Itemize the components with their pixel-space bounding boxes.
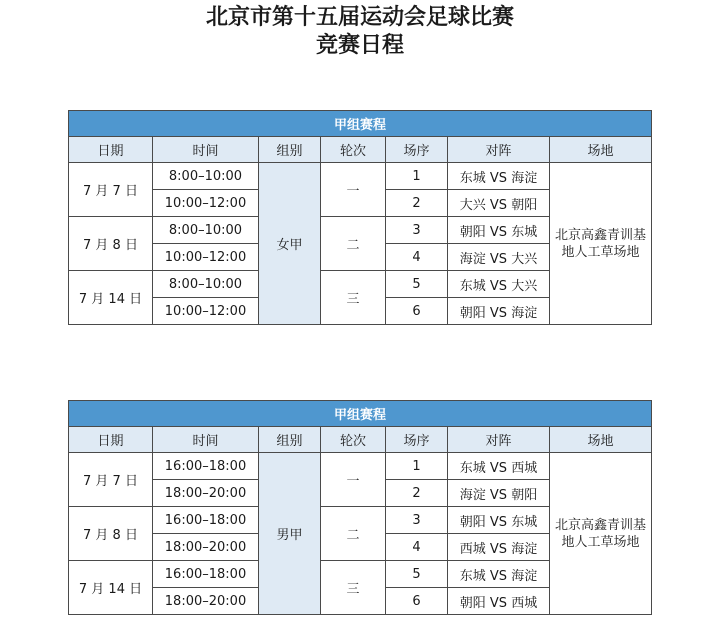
match-no-cell: 4 — [386, 244, 448, 271]
header-round: 轮次 — [321, 137, 386, 163]
time-cell: 10:00–12:00 — [153, 190, 259, 217]
match-no-cell: 5 — [386, 561, 448, 588]
match-no-cell: 1 — [386, 453, 448, 480]
date-cell: 7 月 14 日 — [69, 561, 153, 615]
venue-cell: 北京高鑫青训基地人工草场地 — [550, 453, 652, 615]
time-cell: 18:00–20:00 — [153, 480, 259, 507]
time-cell: 16:00–18:00 — [153, 507, 259, 534]
header-date: 日期 — [69, 427, 153, 453]
matchup-cell: 朝阳 VS 东城 — [448, 217, 550, 244]
match-no-cell: 4 — [386, 534, 448, 561]
header-match-no: 场序 — [386, 137, 448, 163]
match-no-cell: 2 — [386, 480, 448, 507]
matchup-cell: 海淀 VS 朝阳 — [448, 480, 550, 507]
header-venue: 场地 — [550, 137, 652, 163]
time-cell: 10:00–12:00 — [153, 244, 259, 271]
match-no-cell: 3 — [386, 507, 448, 534]
match-no-cell: 2 — [386, 190, 448, 217]
time-cell: 18:00–20:00 — [153, 588, 259, 615]
schedule-table-women — [68, 110, 652, 325]
venue-cell: 北京高鑫青训基地人工草场地 — [550, 163, 652, 325]
time-cell: 16:00–18:00 — [153, 561, 259, 588]
table-caption: 甲组赛程 — [69, 401, 652, 427]
match-no-cell: 6 — [386, 588, 448, 615]
round-cell: 二 — [321, 507, 386, 561]
schedule-table-men — [68, 400, 652, 615]
date-cell: 7 月 7 日 — [69, 453, 153, 507]
header-time: 时间 — [153, 427, 259, 453]
date-cell: 7 月 8 日 — [69, 507, 153, 561]
match-no-cell: 3 — [386, 217, 448, 244]
group-cell: 女甲 — [259, 163, 321, 325]
matchup-cell: 东城 VS 海淀 — [448, 163, 550, 190]
time-cell: 10:00–12:00 — [153, 298, 259, 325]
header-matchup: 对阵 — [448, 427, 550, 453]
date-cell: 7 月 14 日 — [69, 271, 153, 325]
header-date: 日期 — [69, 137, 153, 163]
table-caption: 甲组赛程 — [69, 111, 652, 137]
matchup-cell: 东城 VS 大兴 — [448, 271, 550, 298]
time-cell: 16:00–18:00 — [153, 453, 259, 480]
header-time: 时间 — [153, 137, 259, 163]
date-cell: 7 月 8 日 — [69, 217, 153, 271]
matchup-cell: 西城 VS 海淀 — [448, 534, 550, 561]
matchup-cell: 朝阳 VS 东城 — [448, 507, 550, 534]
matchup-cell: 朝阳 VS 海淀 — [448, 298, 550, 325]
page-title: 北京市第十五届运动会足球比赛 — [205, 5, 514, 30]
header-venue: 场地 — [550, 427, 652, 453]
match-no-cell: 5 — [386, 271, 448, 298]
matchup-cell: 海淀 VS 大兴 — [448, 244, 550, 271]
header-group: 组别 — [259, 137, 321, 163]
matchup-cell: 大兴 VS 朝阳 — [448, 190, 550, 217]
match-no-cell: 6 — [386, 298, 448, 325]
round-cell: 三 — [321, 271, 386, 325]
header-matchup: 对阵 — [448, 137, 550, 163]
header-group: 组别 — [259, 427, 321, 453]
match-no-cell: 1 — [386, 163, 448, 190]
matchup-cell: 朝阳 VS 西城 — [448, 588, 550, 615]
header-match-no: 场序 — [386, 427, 448, 453]
time-cell: 8:00–10:00 — [153, 163, 259, 190]
matchup-cell: 东城 VS 西城 — [448, 453, 550, 480]
round-cell: 一 — [321, 453, 386, 507]
time-cell: 18:00–20:00 — [153, 534, 259, 561]
group-cell: 男甲 — [259, 453, 321, 615]
date-cell: 7 月 7 日 — [69, 163, 153, 217]
round-cell: 一 — [321, 163, 386, 217]
time-cell: 8:00–10:00 — [153, 217, 259, 244]
round-cell: 三 — [321, 561, 386, 615]
matchup-cell: 东城 VS 海淀 — [448, 561, 550, 588]
header-round: 轮次 — [321, 427, 386, 453]
round-cell: 二 — [321, 217, 386, 271]
page-subtitle: 竞赛日程 — [315, 33, 404, 58]
time-cell: 8:00–10:00 — [153, 271, 259, 298]
